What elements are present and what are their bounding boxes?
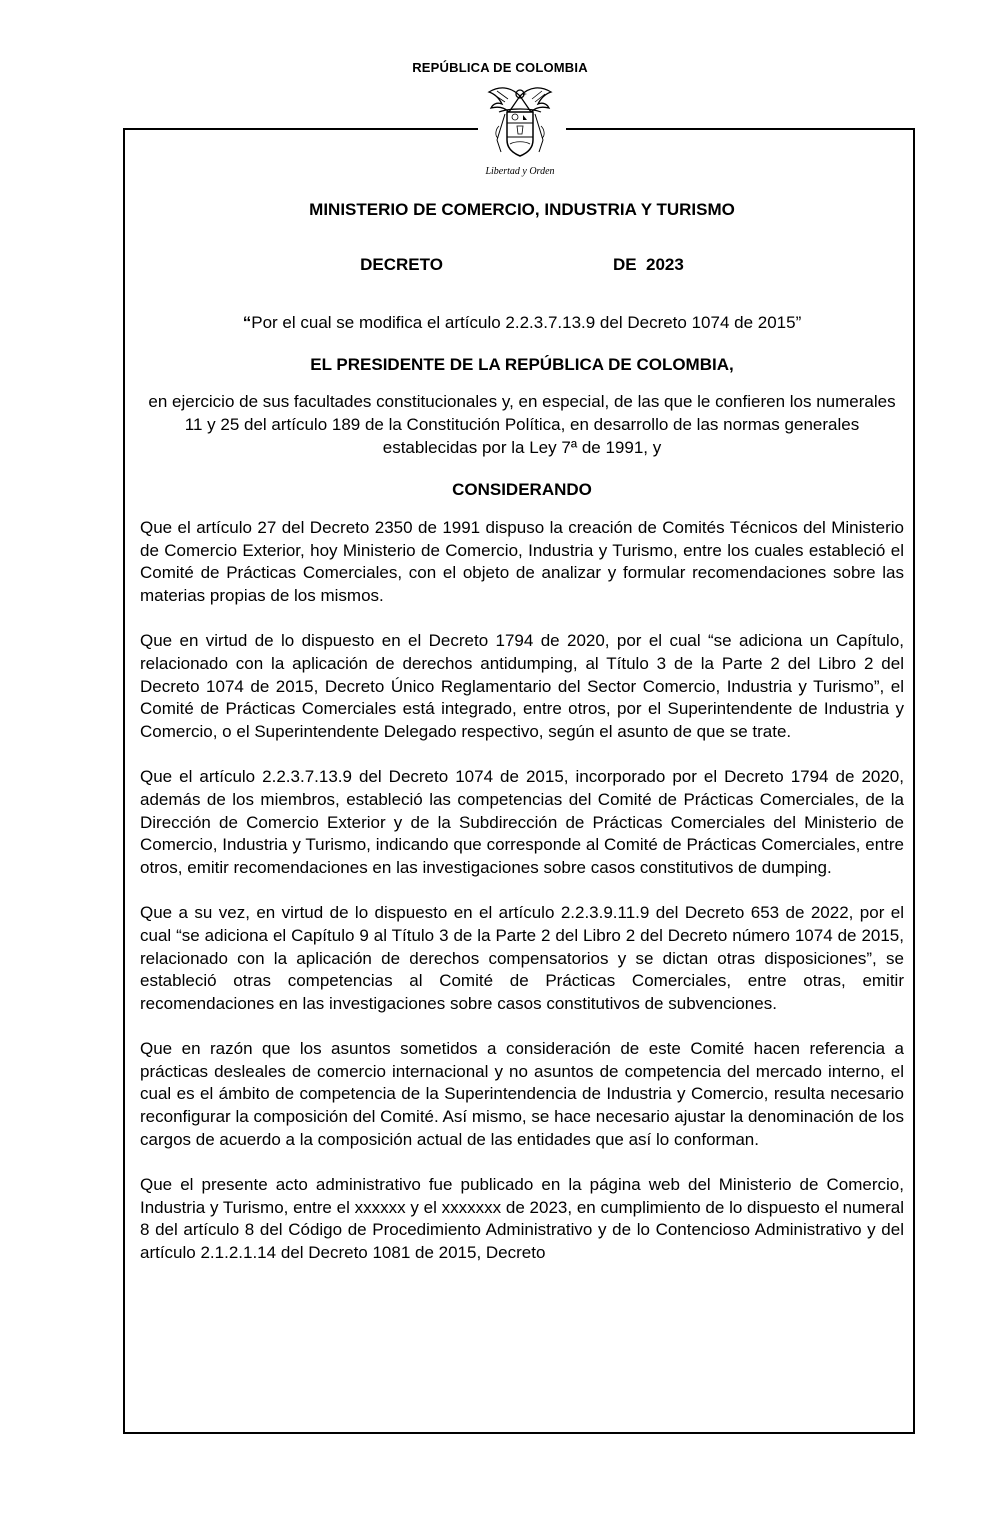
document-body (140, 200, 904, 1265)
considering-paragraph: Que el presente acto administrativo fue publicado en la página web del Ministerio de Comercio, Industria y Turismo, entre el xxxxxx y el xxxxxxx de 2023, en cumplimiento de lo dispuesto el numeral 8 del artículo 8 del Código de Procedimiento Administrativo y de lo Contencioso Administrativo y del artículo 2.1.2.1.14 del Decreto 1081 de 2015, Decreto (140, 1175, 904, 1263)
considering-paragraph: Que a su vez, en virtud de lo dispuesto en el artículo 2.2.3.9.11.9 del Decreto 653 de 2022, por el cual “se adiciona el Capítulo 9 al Título 3 de la Parte 2 del Libro 2 del Decreto número 1074 de 2015, relacionado con la aplicación de derechos compensatorios y se dictan otras disposiciones”, se estableció otras competencias al Comité de Prácticas Comerciales, entre otras, emitir recomendaciones en las investigaciones sobre casos constitutivos de subvenciones. (140, 903, 904, 1013)
considering-paragraph: Que el artículo 2.2.3.7.13.9 del Decreto 1074 de 2015, incorporado por el Decreto 1794 de 2020, además de los miembros, estableció las competencias del Comité de Prácticas Comerciales, de la Dirección de Comercio Exterior y de la Subdirección de Prácticas Comerciales del Ministerio de Comercio, Industria y Turismo, indicando que corresponde al Comité de Prácticas Comerciales, entre otros, emitir recomendaciones en las investigaciones sobre casos constitutivos de dumping. (140, 767, 904, 877)
decree-label: DECRETO (360, 255, 443, 274)
decree-year: DE 2023 (612, 255, 684, 274)
considering-paragraph: Que en razón que los asuntos sometidos a consideración de este Comité hacen referencia a prácticas desleales de comercio internacional y no asuntos de competencia del mercado interno, el cual es el ámbito de competencia de la Superintendencia de Industria y Comercio, resulta necesario reconfigurar la composición del Comité. Así mismo, se hace necesario ajustar la denominación de los cargos de acuerdo a la composición actual de las entidades que así lo conforman. (140, 1039, 904, 1149)
country-header: REPÚBLICA DE COLOMBIA (412, 60, 588, 75)
president-heading: EL PRESIDENTE DE LA REPÚBLICA DE COLOMBIA, (310, 355, 734, 374)
decree-title (140, 313, 904, 333)
legal-powers: en ejercicio de sus facultades constitucionales y, en especial, de las que le confieren los numerales 11 y 25 del artículo 189 de la Constitución Política, en desarrollo de las normas generales establecidas por la Ley 7ª de 1991, y (148, 392, 896, 457)
coat-of-arms (472, 82, 568, 182)
motto: Libertad y Orden (485, 166, 555, 177)
considering-paragraph: Que en virtud de lo dispuesto en el Decreto 1794 de 2020, por el cual “se adiciona un Capítulo, relacionado con la aplicación de derechos antidumping, al Título 3 de la Parte 2 del Libro 2 del Decreto 1074 de 2015, Decreto Único Reglamentario del Sector Comercio, Industria y Turismo”, el Comité de Prácticas Comerciales está integrado, entre otros, por el Superintendente de Industria y Comercio, o el Superintendente Delegado respectivo, según el asunto de que se trate. (140, 631, 904, 741)
ministry-title: MINISTERIO DE COMERCIO, INDUSTRIA Y TURISMO (309, 200, 735, 219)
decree-title-text: Por el cual se modifica el artículo 2.2.3.7.13.9 del Decreto 1074 de 2015” (251, 313, 802, 332)
title-open-quote: “ (242, 313, 252, 332)
considering-paragraph: Que el artículo 27 del Decreto 2350 de 1991 dispuso la creación de Comités Técnicos del Ministerio de Comercio Exterior, hoy Ministerio de Comercio, Industria y Turismo, entre los cuales estableció el Comité de Prácticas Comerciales, con el objeto de analizar y formular recomendaciones sobre las materias propias de los mismos. (140, 518, 904, 605)
coat-of-arms-icon (485, 82, 555, 168)
decree-number-line (140, 255, 904, 275)
considering-heading: CONSIDERANDO (452, 480, 592, 499)
